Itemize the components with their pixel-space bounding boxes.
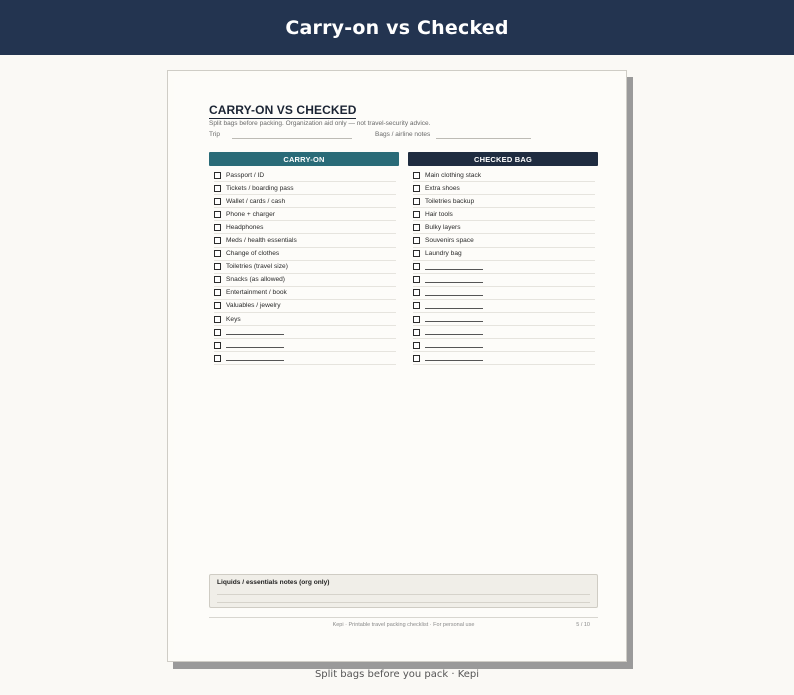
checkbox-icon[interactable]	[214, 185, 221, 192]
checkbox-icon[interactable]	[413, 224, 420, 231]
list-item[interactable]	[413, 221, 595, 234]
checkbox-icon[interactable]	[413, 250, 420, 257]
page-title: Carry-on vs Checked	[285, 16, 509, 39]
notes-line	[217, 594, 590, 595]
checkbox-icon[interactable]	[214, 329, 221, 336]
checkbox-icon[interactable]	[413, 355, 420, 362]
checked-bag-list	[413, 169, 595, 365]
blank-list-item[interactable]	[413, 300, 595, 313]
list-item[interactable]	[214, 208, 396, 221]
list-item[interactable]	[413, 234, 595, 247]
blank-list-item[interactable]	[413, 261, 595, 274]
list-item[interactable]	[214, 313, 396, 326]
checkbox-icon[interactable]	[214, 172, 221, 179]
list-item[interactable]	[413, 195, 595, 208]
trip-field[interactable]	[232, 138, 352, 139]
item-label: Entertainment / book	[226, 289, 287, 297]
item-label: Phone + charger	[226, 210, 275, 218]
list-item[interactable]	[214, 287, 396, 300]
sheet-content	[174, 77, 620, 655]
list-item[interactable]	[413, 182, 595, 195]
blank-line[interactable]	[226, 342, 284, 348]
checkbox-icon[interactable]	[413, 211, 420, 218]
blank-line[interactable]	[425, 290, 483, 296]
list-item[interactable]	[214, 234, 396, 247]
header-banner	[0, 0, 794, 55]
blank-line[interactable]	[226, 329, 284, 335]
list-item[interactable]	[214, 248, 396, 261]
carry-on-header: CARRY-ON	[209, 152, 399, 166]
bags-field[interactable]	[436, 138, 531, 139]
item-label: Change of clothes	[226, 250, 280, 258]
blank-list-item[interactable]	[413, 313, 595, 326]
item-label: Laundry bag	[425, 250, 462, 258]
list-item[interactable]	[413, 248, 595, 261]
blank-line[interactable]	[425, 303, 483, 309]
footer-divider	[209, 617, 598, 618]
blank-list-item[interactable]	[214, 352, 396, 365]
notes-title: Liquids / essentials notes (org only)	[217, 579, 330, 586]
caption: Split bags before you pack · Kepi	[314, 669, 480, 680]
trip-label: Trip	[209, 131, 220, 138]
checkbox-icon[interactable]	[413, 302, 420, 309]
blank-list-item[interactable]	[413, 339, 595, 352]
item-label: Meds / health essentials	[226, 237, 297, 245]
item-label: Passport / ID	[226, 171, 265, 179]
blank-line[interactable]	[425, 342, 483, 348]
list-item[interactable]	[214, 274, 396, 287]
checkbox-icon[interactable]	[214, 211, 221, 218]
item-label: Bulky layers	[425, 223, 461, 231]
notes-line	[217, 602, 590, 603]
checkbox-icon[interactable]	[214, 276, 221, 283]
document-subtitle: Split bags before packing. Organization aid only — not travel-security advice.	[209, 120, 431, 127]
checkbox-icon[interactable]	[214, 342, 221, 349]
blank-line[interactable]	[425, 355, 483, 361]
document-title: CARRY-ON VS CHECKED	[209, 103, 357, 117]
checkbox-icon[interactable]	[413, 263, 420, 270]
item-label: Hair tools	[425, 210, 453, 218]
item-label: Wallet / cards / cash	[226, 197, 286, 205]
footer-text: Kepi · Printable travel packing checklist · For personal use	[332, 622, 475, 628]
checkbox-icon[interactable]	[413, 185, 420, 192]
checkbox-icon[interactable]	[214, 250, 221, 257]
blank-line[interactable]	[425, 329, 483, 335]
checkbox-icon[interactable]	[413, 329, 420, 336]
item-label: Main clothing stack	[425, 171, 482, 179]
checkbox-icon[interactable]	[214, 198, 221, 205]
bags-label: Bags / airline notes	[375, 131, 431, 138]
checkbox-icon[interactable]	[413, 198, 420, 205]
checkbox-icon[interactable]	[413, 342, 420, 349]
checkbox-icon[interactable]	[214, 355, 221, 362]
list-item[interactable]	[214, 300, 396, 313]
item-label: Headphones	[226, 223, 264, 231]
page-number: 5 / 10	[576, 622, 590, 628]
list-item[interactable]	[413, 208, 595, 221]
blank-list-item[interactable]	[413, 274, 595, 287]
item-label: Snacks (as allowed)	[226, 276, 286, 284]
blank-list-item[interactable]	[413, 352, 595, 365]
list-item[interactable]	[413, 169, 595, 182]
item-label: Valuables / jewelry	[226, 302, 281, 310]
checkbox-icon[interactable]	[214, 302, 221, 309]
checkbox-icon[interactable]	[413, 289, 420, 296]
item-label: Extra shoes	[425, 184, 460, 192]
list-item[interactable]	[214, 221, 396, 234]
carry-on-list	[214, 169, 396, 365]
blank-line[interactable]	[425, 316, 483, 322]
list-item[interactable]	[214, 261, 396, 274]
checkbox-icon[interactable]	[413, 237, 420, 244]
blank-line[interactable]	[425, 277, 483, 283]
blank-line[interactable]	[425, 264, 483, 270]
blank-list-item[interactable]	[214, 326, 396, 339]
item-label: Tickets / boarding pass	[226, 184, 294, 192]
blank-list-item[interactable]	[413, 326, 595, 339]
checkbox-icon[interactable]	[413, 276, 420, 283]
item-label: Keys	[226, 315, 241, 323]
list-item[interactable]	[214, 169, 396, 182]
checkbox-icon[interactable]	[214, 289, 221, 296]
notes-box[interactable]	[209, 574, 598, 608]
checkbox-icon[interactable]	[413, 316, 420, 323]
item-label: Souvenirs space	[425, 237, 474, 245]
checkbox-icon[interactable]	[214, 237, 221, 244]
item-label: Toiletries backup	[425, 197, 475, 205]
blank-list-item[interactable]	[214, 339, 396, 352]
checked-bag-header: CHECKED BAG	[408, 152, 598, 166]
blank-list-item[interactable]	[413, 287, 595, 300]
item-label: Toiletries (travel size)	[226, 263, 288, 271]
blank-line[interactable]	[226, 355, 284, 361]
checkbox-icon[interactable]	[214, 316, 221, 323]
checkbox-icon[interactable]	[214, 263, 221, 270]
list-item[interactable]	[214, 182, 396, 195]
list-item[interactable]	[214, 195, 396, 208]
checkbox-icon[interactable]	[413, 172, 420, 179]
checkbox-icon[interactable]	[214, 224, 221, 231]
checklist-sheet	[167, 70, 627, 662]
